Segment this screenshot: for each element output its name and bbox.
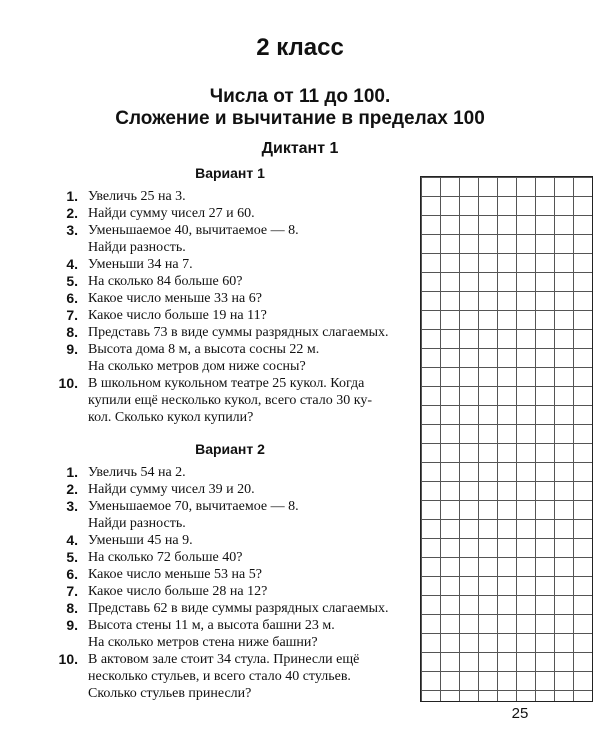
task-item — [0, 256, 420, 273]
task-text-line: На сколько метров стена ниже башни? — [88, 635, 318, 650]
task-number: 6. — [66, 290, 78, 306]
task-number: 2. — [66, 481, 78, 497]
task-text-line: В школьном кукольном театре 25 кукол. Когда — [88, 376, 365, 391]
task-text-line: Уменьши 45 на 9. — [88, 533, 193, 548]
answer-grid — [420, 176, 593, 702]
task-text-line: Высота дома 8 м, а высота сосны 22 м. — [88, 342, 320, 357]
task-number: 8. — [66, 600, 78, 616]
task-number: 10. — [58, 375, 78, 391]
variant-2-title: Вариант 2 — [195, 441, 265, 457]
variant-1-title: Вариант 1 — [195, 165, 265, 181]
task-text-line: Найди разность. — [88, 240, 186, 255]
task-text-line: Уменьшаемое 40, вычитаемое — 8. — [88, 223, 299, 238]
task-item — [0, 273, 420, 290]
task-number: 9. — [66, 617, 78, 633]
task-text-line: Какое число меньше 33 на 6? — [88, 291, 262, 306]
task-number: 3. — [66, 498, 78, 514]
task-item — [0, 498, 420, 532]
task-item — [0, 549, 420, 566]
task-number: 5. — [66, 273, 78, 289]
task-number: 2. — [66, 205, 78, 221]
task-text-line: Найди разность. — [88, 516, 186, 531]
task-item — [0, 205, 420, 222]
task-text-line: На сколько 72 больше 40? — [88, 550, 243, 565]
task-item — [0, 532, 420, 549]
task-text-line: На сколько 84 больше 60? — [88, 274, 243, 289]
task-item — [0, 583, 420, 600]
variant-1-task-list — [0, 188, 420, 426]
task-item — [0, 651, 420, 702]
task-number: 6. — [66, 566, 78, 582]
task-number: 1. — [66, 188, 78, 204]
task-number: 7. — [66, 583, 78, 599]
task-text-line: Сколько стульев принесли? — [88, 686, 252, 701]
task-item — [0, 481, 420, 498]
task-item — [0, 290, 420, 307]
task-number: 10. — [58, 651, 78, 667]
page-title: 2 класс — [256, 34, 344, 61]
task-text-line: купили ещё несколько кукол, всего стало 30 ку- — [88, 393, 373, 408]
task-text-line: Какое число меньше 53 на 5? — [88, 567, 262, 582]
task-item — [0, 566, 420, 583]
task-item — [0, 222, 420, 256]
task-text-line: Какое число больше 19 на 11? — [88, 308, 267, 323]
task-text-line: Какое число больше 28 на 12? — [88, 584, 268, 599]
task-item — [0, 375, 420, 426]
task-text-line: несколько стульев, и всего стало 40 стульев. — [88, 669, 351, 684]
task-number: 4. — [66, 532, 78, 548]
task-item — [0, 324, 420, 341]
topic-title-line-2: Сложение и вычитание в пределах 100 — [115, 108, 485, 129]
task-number: 5. — [66, 549, 78, 565]
task-number: 1. — [66, 464, 78, 480]
task-item — [0, 600, 420, 617]
task-item — [0, 464, 420, 481]
task-text-line: Найди сумму чисел 39 и 20. — [88, 482, 255, 497]
task-text-line: Найди сумму чисел 27 и 60. — [88, 206, 255, 221]
task-text-line: Представь 62 в виде суммы разрядных слагаемых. — [88, 601, 389, 616]
task-text-line: Высота стены 11 м, а высота башни 23 м. — [88, 618, 335, 633]
task-number: 4. — [66, 256, 78, 272]
task-number: 7. — [66, 307, 78, 323]
task-item — [0, 617, 420, 651]
variant-2-task-list — [0, 464, 420, 702]
page-number: 25 — [511, 705, 529, 722]
dictation-title: Диктант 1 — [261, 140, 339, 157]
task-text-line: На сколько метров дом ниже сосны? — [88, 359, 306, 374]
task-item — [0, 307, 420, 324]
topic-title-line-1: Числа от 11 до 100. — [209, 86, 391, 107]
task-text-line: кол. Сколько кукол купили? — [88, 410, 254, 425]
task-text-line: Увеличь 54 на 2. — [88, 465, 186, 480]
task-number: 9. — [66, 341, 78, 357]
task-text-line: Увеличь 25 на 3. — [88, 189, 186, 204]
task-text-line: Уменьшаемое 70, вычитаемое — 8. — [88, 499, 299, 514]
task-item — [0, 341, 420, 375]
task-text-line: Представь 73 в виде суммы разрядных слагаемых. — [88, 325, 389, 340]
task-number: 8. — [66, 324, 78, 340]
task-number: 3. — [66, 222, 78, 238]
task-item — [0, 188, 420, 205]
task-text-line: В актовом зале стоит 34 стула. Принесли ещё — [88, 652, 360, 667]
task-text-line: Уменьши 34 на 7. — [88, 257, 193, 272]
